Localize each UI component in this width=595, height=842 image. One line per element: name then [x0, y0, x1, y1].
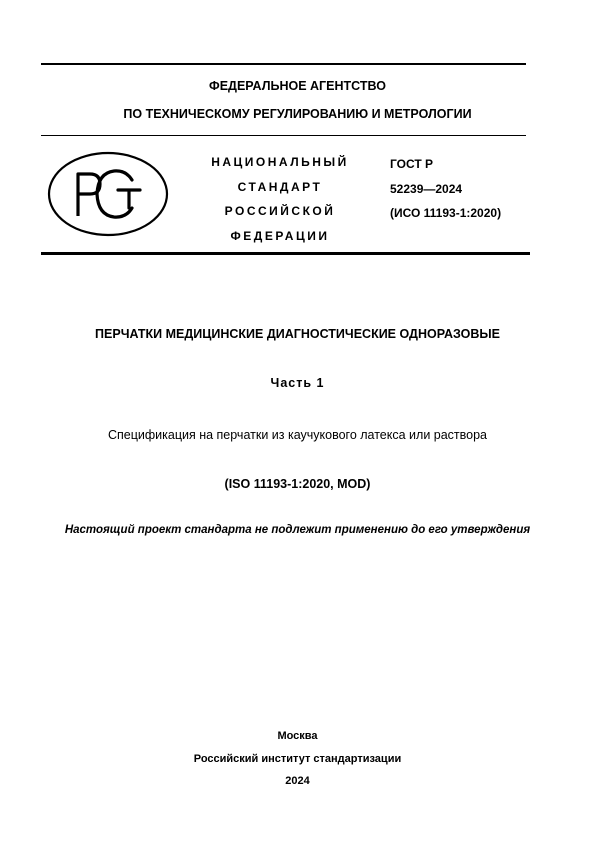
iso-designation: (ИСО 11193-1:2020) [390, 206, 502, 220]
publisher-city: Москва [277, 730, 318, 742]
document-title: ПЕРЧАТКИ МЕДИЦИНСКИЕ ДИАГНОСТИЧЕСКИЕ ОДНОРАЗОВЫЕ [95, 327, 500, 341]
publication-year: 2024 [285, 775, 310, 787]
gost-number: 52239—2024 [390, 182, 463, 196]
standard-type-line-4: ФЕДЕРАЦИИ [230, 229, 330, 243]
document-subtitle: Спецификация на перчатки из каучукового латекса или раствора [107, 428, 488, 442]
header-bottom-rule [41, 252, 530, 255]
gost-r-certification-mark-icon [46, 150, 170, 238]
standard-type-line-3: РОССИЙСКОЙ [224, 204, 336, 218]
agency-line-2: ПО ТЕХНИЧЕСКОМУ РЕГУЛИРОВАНИЮ И МЕТРОЛОГИИ [123, 107, 472, 121]
publisher-institute: Российский институт стандартизации [193, 753, 402, 765]
top-rule [41, 63, 526, 65]
agency-line-1: ФЕДЕРАЛЬНОЕ АГЕНТСТВО [209, 79, 386, 93]
document-part: Часть 1 [270, 376, 325, 390]
header-divider [41, 135, 526, 136]
standard-type-line-1: НАЦИОНАЛЬНЫЙ [211, 155, 349, 169]
iso-reference: (ISO 11193-1:2020, MOD) [224, 477, 371, 491]
draft-note: Настоящий проект стандарта не подлежит применению до его утверждения [64, 524, 531, 536]
gost-designation: ГОСТ Р [390, 157, 434, 171]
standard-type-line-2: СТАНДАРТ [237, 180, 323, 194]
